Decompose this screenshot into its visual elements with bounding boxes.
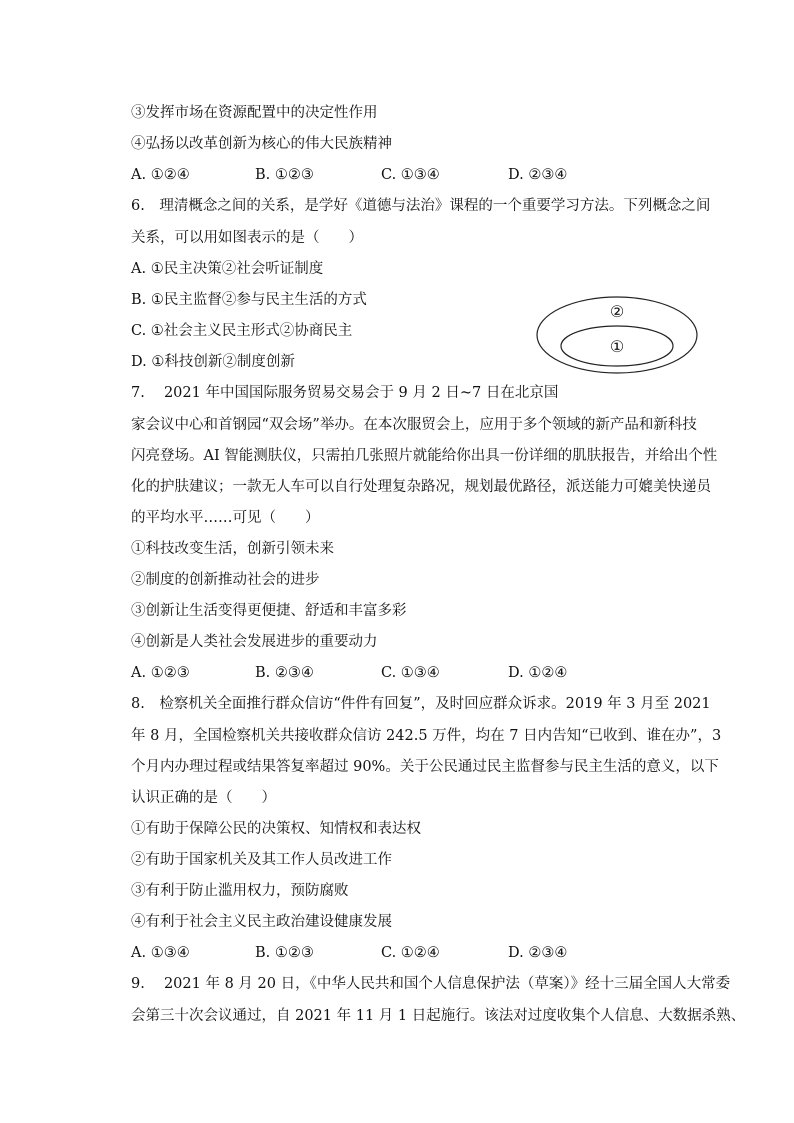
q7-option-a[interactable]: A. ①②③	[131, 665, 190, 681]
q8-item-1: ①有助于保障公民的决策权、知情权和表达权	[131, 821, 421, 837]
q5-option-c[interactable]: C. ①③④	[381, 167, 440, 183]
ellipse-diagram-svg	[535, 295, 700, 375]
q5-option-d[interactable]: D. ②③④	[508, 167, 568, 183]
q7-option-c[interactable]: C. ①③④	[381, 665, 440, 681]
q8-item-3: ③有利于防止滥用权力，预防腐败	[131, 883, 349, 899]
q6-option-c[interactable]: C. ①社会主义民主形式②协商民主	[131, 323, 353, 339]
q7-option-b[interactable]: B. ②③④	[255, 665, 314, 681]
q6-stem-line-2: 关系，可以用如图表示的是（ ）	[131, 230, 363, 246]
q6-option-a[interactable]: A. ①民主决策②社会听证制度	[131, 261, 324, 277]
nested-ellipse-diagram	[535, 295, 700, 375]
q8-option-b[interactable]: B. ①②③	[255, 945, 314, 961]
q7-stem-line-1: 7. 2021 年中国国际服务贸易交易会于 9 月 2 日~7 日在北京国	[131, 385, 559, 401]
q8-item-4: ④有利于社会主义民主政治建设健康发展	[131, 914, 392, 930]
q5-item-4: ④弘扬以改革创新为核心的伟大民族精神	[131, 136, 392, 152]
q7-stem-line-5: 的平均水平……可见（ ）	[131, 510, 320, 526]
q8-option-d[interactable]: D. ②③④	[508, 945, 568, 961]
q7-stem-line-4: 化的护肤建议；一款无人车可以自行处理复杂路况，规划最优路径，派送能力可媲美快递员	[131, 479, 711, 495]
q8-item-2: ②有助于国家机关及其工作人员改进工作	[131, 852, 392, 868]
q8-stem-line-1: 8. 检察机关全面推行群众信访“件件有回复”，及时回应群众诉求。2019 年 3 月至 2021	[131, 696, 711, 712]
q5-item-3: ③发挥市场在资源配置中的决定性作用	[131, 105, 378, 121]
q8-stem-line-4: 认识正确的是（ ）	[131, 790, 276, 806]
q7-option-d[interactable]: D. ①②④	[508, 665, 568, 681]
inner-label: ①	[609, 337, 625, 356]
q8-stem-line-2: 年 8 月，全国检察机关共接收群众信访 242.5 万件，均在 7 日内告知“已收到、谁在办”，3	[131, 728, 722, 744]
q6-stem-line-1: 6. 理清概念之间的关系，是学好《道德与法治》课程的一个重要学习方法。下列概念之间	[131, 198, 711, 214]
q6-option-b[interactable]: B. ①民主监督②参与民主生活的方式	[131, 292, 367, 308]
q5-option-b[interactable]: B. ①②③	[255, 167, 314, 183]
q5-option-a[interactable]: A. ①②④	[131, 167, 190, 183]
q6-option-d[interactable]: D. ①科技创新②制度创新	[131, 354, 295, 370]
q7-item-4: ④创新是人类社会发展进步的重要动力	[131, 634, 378, 650]
q9-stem-line-1: 9. 2021 年 8 月 20 日，《中华人民共和国个人信息保护法（草案）》经十三届全国人大常委	[131, 976, 731, 992]
q7-stem-line-3: 闪亮登场。AI 智能测肤仪，只需拍几张照片就能给你出具一份详细的肌肤报告，并给出个性	[131, 448, 718, 464]
q7-stem-line-2: 家会议中心和首钢园“双会场”举办。在本次服贸会上，应用于多个领域的新产品和新科技	[131, 417, 697, 433]
q7-item-2: ②制度的创新推动社会的进步	[131, 572, 320, 588]
q9-stem-line-2: 会第三十次会议通过，自 2021 年 11 月 1 日起施行。该法对过度收集个人信息、大数据杀熟、	[131, 1008, 746, 1024]
q8-option-c[interactable]: C. ①②④	[381, 945, 440, 961]
q7-item-3: ③创新让生活变得更便捷、舒适和丰富多彩	[131, 603, 407, 619]
outer-label: ②	[609, 302, 625, 321]
q8-option-a[interactable]: A. ①③④	[131, 945, 190, 961]
q8-stem-line-3: 个月内办理过程或结果答复率超过 90%。关于公民通过民主监督参与民主生活的意义，以下	[131, 759, 719, 775]
q7-item-1: ①科技改变生活，创新引领未来	[131, 541, 334, 557]
